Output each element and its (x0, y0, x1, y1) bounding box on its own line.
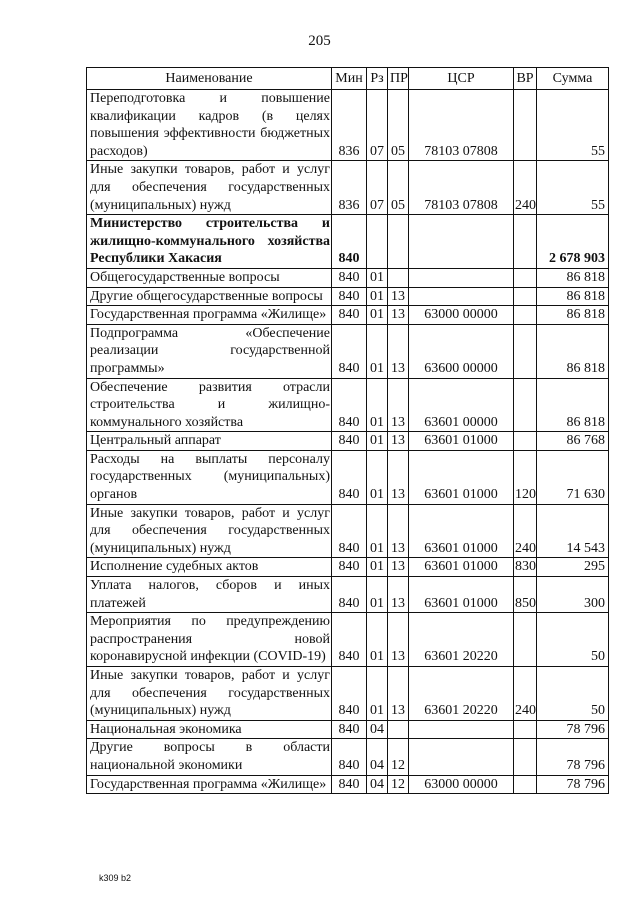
cell-pr: 13 (388, 287, 409, 306)
cell-sum: 2 678 903 (537, 215, 609, 269)
cell-csr: 63601 00000 (409, 378, 514, 432)
table-row (87, 720, 609, 739)
cell-sum: 86 818 (537, 306, 609, 325)
table-row (87, 306, 609, 325)
cell-csr: 63601 20220 (409, 613, 514, 667)
cell-min: 840 (332, 306, 367, 325)
cell-sum: 78 796 (537, 775, 609, 794)
cell-name: Государственная программа «Жилище» (87, 306, 332, 325)
cell-name: Другие вопросы в области национальной экономики (87, 739, 332, 775)
table-row (87, 504, 609, 558)
cell-pr (388, 215, 409, 269)
cell-name: Обеспечение развития отрасли строительства и жилищно-коммунального хозяйства (87, 378, 332, 432)
table-body (87, 90, 609, 794)
cell-vr (514, 268, 537, 287)
cell-min: 840 (332, 215, 367, 269)
cell-csr (409, 287, 514, 306)
cell-pr: 13 (388, 306, 409, 325)
table-header-row (87, 68, 609, 90)
table-row (87, 324, 609, 378)
cell-sum: 14 543 (537, 504, 609, 558)
cell-pr: 13 (388, 378, 409, 432)
cell-rz: 04 (367, 720, 388, 739)
header-csr: ЦСР (409, 68, 514, 90)
cell-pr: 12 (388, 739, 409, 775)
cell-rz: 01 (367, 613, 388, 667)
cell-vr (514, 324, 537, 378)
cell-rz: 01 (367, 577, 388, 613)
cell-name: Мероприятия по предупреждению распространения новой коронавирусной инфекции (COVID-19) (87, 613, 332, 667)
cell-name: Иные закупки товаров, работ и услуг для обеспечения государственных (муниципальных) нужд (87, 161, 332, 215)
cell-min: 840 (332, 287, 367, 306)
cell-csr: 63000 00000 (409, 306, 514, 325)
cell-name: Другие общегосударственные вопросы (87, 287, 332, 306)
cell-name: Национальная экономика (87, 720, 332, 739)
cell-rz: 01 (367, 306, 388, 325)
cell-sum: 86 768 (537, 432, 609, 451)
header-min: Мин (332, 68, 367, 90)
cell-pr: 05 (388, 90, 409, 161)
table-row (87, 667, 609, 721)
cell-name: Государственная программа «Жилище» (87, 775, 332, 794)
cell-min: 840 (332, 577, 367, 613)
cell-min: 840 (332, 720, 367, 739)
cell-rz: 01 (367, 432, 388, 451)
cell-sum: 300 (537, 577, 609, 613)
footer-code: k309 b2 (99, 873, 132, 883)
page-number: 205 (308, 33, 331, 49)
cell-vr: 240 (514, 161, 537, 215)
cell-min: 836 (332, 90, 367, 161)
cell-sum: 86 818 (537, 324, 609, 378)
table-row (87, 558, 609, 577)
cell-rz: 01 (367, 268, 388, 287)
cell-sum: 86 818 (537, 268, 609, 287)
table-row (87, 268, 609, 287)
cell-sum: 71 630 (537, 450, 609, 504)
cell-sum: 86 818 (537, 287, 609, 306)
cell-sum: 78 796 (537, 720, 609, 739)
table-row (87, 775, 609, 794)
cell-min: 840 (332, 450, 367, 504)
header-sum: Сумма (537, 68, 609, 90)
cell-csr: 63601 01000 (409, 558, 514, 577)
cell-rz: 01 (367, 324, 388, 378)
cell-min: 836 (332, 161, 367, 215)
cell-rz: 04 (367, 739, 388, 775)
cell-rz: 01 (367, 504, 388, 558)
cell-vr (514, 432, 537, 451)
budget-table (86, 67, 609, 794)
cell-vr (514, 215, 537, 269)
cell-csr: 63601 01000 (409, 450, 514, 504)
cell-min: 840 (332, 504, 367, 558)
cell-sum: 50 (537, 667, 609, 721)
cell-vr: 850 (514, 577, 537, 613)
table-row (87, 215, 609, 269)
cell-vr: 830 (514, 558, 537, 577)
cell-csr: 63600 00000 (409, 324, 514, 378)
table-row (87, 287, 609, 306)
cell-name: Уплата налогов, сборов и иных платежей (87, 577, 332, 613)
table-row (87, 613, 609, 667)
cell-csr: 78103 07808 (409, 90, 514, 161)
cell-vr (514, 378, 537, 432)
cell-vr: 240 (514, 504, 537, 558)
cell-vr: 240 (514, 667, 537, 721)
cell-vr: 120 (514, 450, 537, 504)
cell-sum: 55 (537, 161, 609, 215)
table-row (87, 90, 609, 161)
cell-min: 840 (332, 558, 367, 577)
table-row (87, 577, 609, 613)
cell-min: 840 (332, 432, 367, 451)
cell-pr: 13 (388, 504, 409, 558)
cell-pr: 05 (388, 161, 409, 215)
cell-sum: 55 (537, 90, 609, 161)
cell-rz: 01 (367, 287, 388, 306)
cell-csr: 78103 07808 (409, 161, 514, 215)
cell-rz: 01 (367, 378, 388, 432)
cell-csr: 63601 01000 (409, 432, 514, 451)
cell-pr: 13 (388, 432, 409, 451)
cell-pr: 13 (388, 324, 409, 378)
cell-vr (514, 720, 537, 739)
table-row (87, 161, 609, 215)
cell-name: Расходы на выплаты персоналу государственных (муниципальных) органов (87, 450, 332, 504)
cell-pr: 13 (388, 613, 409, 667)
cell-pr: 13 (388, 558, 409, 577)
cell-pr: 13 (388, 450, 409, 504)
cell-vr (514, 775, 537, 794)
cell-min: 840 (332, 739, 367, 775)
cell-pr: 12 (388, 775, 409, 794)
cell-min: 840 (332, 324, 367, 378)
cell-pr (388, 268, 409, 287)
table-row (87, 450, 609, 504)
cell-name: Общегосударственные вопросы (87, 268, 332, 287)
cell-csr (409, 720, 514, 739)
cell-vr (514, 613, 537, 667)
cell-vr (514, 90, 537, 161)
cell-pr (388, 720, 409, 739)
cell-min: 840 (332, 667, 367, 721)
cell-vr (514, 739, 537, 775)
cell-rz: 01 (367, 450, 388, 504)
cell-vr (514, 306, 537, 325)
cell-rz: 07 (367, 90, 388, 161)
cell-csr (409, 268, 514, 287)
cell-name: Центральный аппарат (87, 432, 332, 451)
cell-name: Исполнение судебных актов (87, 558, 332, 577)
cell-csr (409, 739, 514, 775)
cell-sum: 86 818 (537, 378, 609, 432)
cell-csr: 63601 01000 (409, 504, 514, 558)
cell-sum: 50 (537, 613, 609, 667)
cell-name: Иные закупки товаров, работ и услуг для обеспечения государственных (муниципальных) нужд (87, 504, 332, 558)
cell-pr: 13 (388, 577, 409, 613)
header-vr: ВР (514, 68, 537, 90)
cell-sum: 78 796 (537, 739, 609, 775)
header-pr: ПР (388, 68, 409, 90)
cell-csr: 63601 01000 (409, 577, 514, 613)
cell-pr: 13 (388, 667, 409, 721)
cell-rz: 04 (367, 775, 388, 794)
table-row (87, 739, 609, 775)
cell-rz: 01 (367, 667, 388, 721)
cell-name: Переподготовка и повышение квалификации кадров (в целях повышения эффективности бюджетных расходов) (87, 90, 332, 161)
header-rz: Рз (367, 68, 388, 90)
cell-name: Иные закупки товаров, работ и услуг для обеспечения государственных (муниципальных) нужд (87, 667, 332, 721)
cell-csr: 63601 20220 (409, 667, 514, 721)
cell-min: 840 (332, 613, 367, 667)
cell-sum: 295 (537, 558, 609, 577)
table-row (87, 432, 609, 451)
cell-name: Подпрограмма «Обеспечение реализации государственной программы» (87, 324, 332, 378)
cell-min: 840 (332, 268, 367, 287)
cell-rz: 01 (367, 558, 388, 577)
cell-name: Министерство строительства и жилищно-коммунального хозяйства Республики Хакасия (87, 215, 332, 269)
header-name: Наименование (87, 68, 332, 90)
cell-rz (367, 215, 388, 269)
table-row (87, 378, 609, 432)
cell-rz: 07 (367, 161, 388, 215)
cell-min: 840 (332, 775, 367, 794)
cell-csr: 63000 00000 (409, 775, 514, 794)
cell-csr (409, 215, 514, 269)
cell-vr (514, 287, 537, 306)
cell-min: 840 (332, 378, 367, 432)
